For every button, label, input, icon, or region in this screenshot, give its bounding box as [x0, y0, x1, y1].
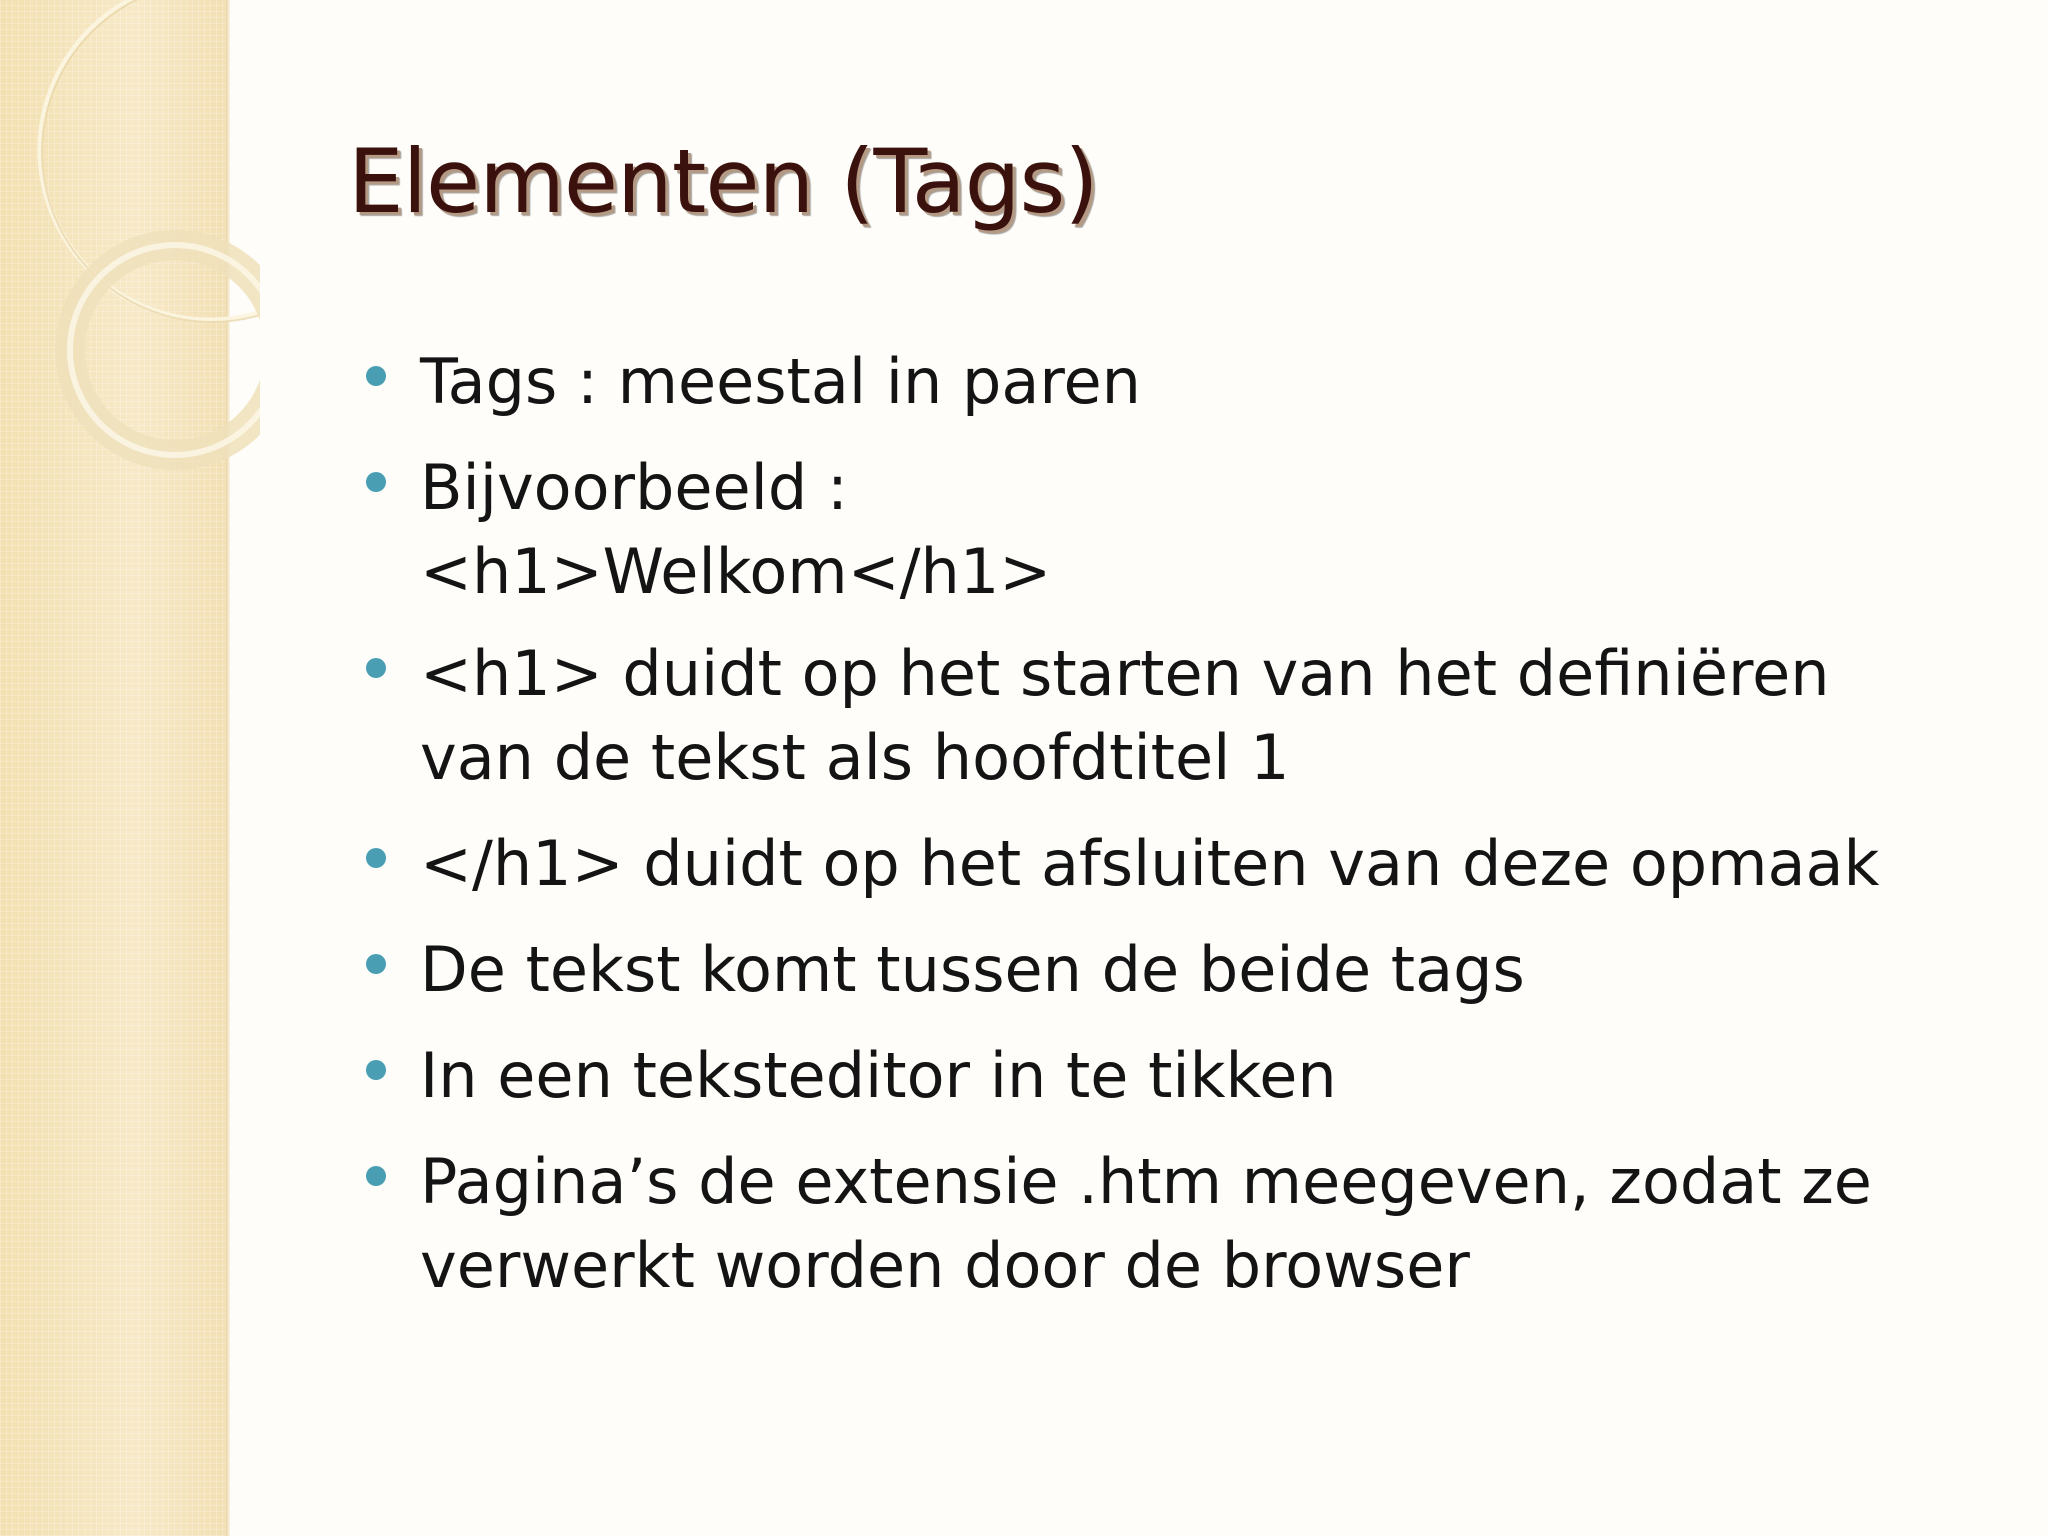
bullet-list [360, 340, 1980, 1330]
bullet-item [360, 1140, 1980, 1308]
bullet-text: In een teksteditor in te tikken [420, 1039, 1337, 1112]
bullet-dot-icon [366, 1060, 386, 1080]
bullet-text-continuation: verwerkt worden door de browser [420, 1229, 1470, 1302]
bullet-dot-icon [366, 848, 386, 868]
bullet-text: </h1> duidt op het afsluiten van deze opmaak [420, 827, 1880, 900]
bullet-dot-icon [366, 954, 386, 974]
bullet-item [360, 446, 1980, 614]
bullet-text: <h1> duidt op het starten van het definiëren [420, 637, 1830, 710]
bullet-item [360, 1034, 1980, 1118]
bullet-dot-icon [366, 366, 386, 386]
slide-title: Elementen (Tags) [348, 130, 1098, 233]
bullet-dot-icon [366, 472, 386, 492]
bullet-item [360, 632, 1980, 800]
bullet-text: Pagina’s de extensie .htm meegeven, zodat ze [420, 1145, 1872, 1218]
bullet-text: Bijvoorbeeld : [420, 451, 848, 524]
bullet-text-continuation: van de tekst als hoofdtitel 1 [420, 721, 1290, 794]
bullet-dot-icon [366, 1166, 386, 1186]
bullet-dot-icon [366, 658, 386, 678]
decorative-rings [0, 0, 260, 520]
bullet-item [360, 340, 1980, 424]
bullet-item [360, 822, 1980, 906]
bullet-text-continuation: <h1>Welkom</h1> [420, 535, 1052, 608]
bullet-text: De tekst komt tussen de beide tags [420, 933, 1525, 1006]
bullet-text: Tags : meestal in paren [420, 345, 1141, 418]
bullet-item [360, 928, 1980, 1012]
